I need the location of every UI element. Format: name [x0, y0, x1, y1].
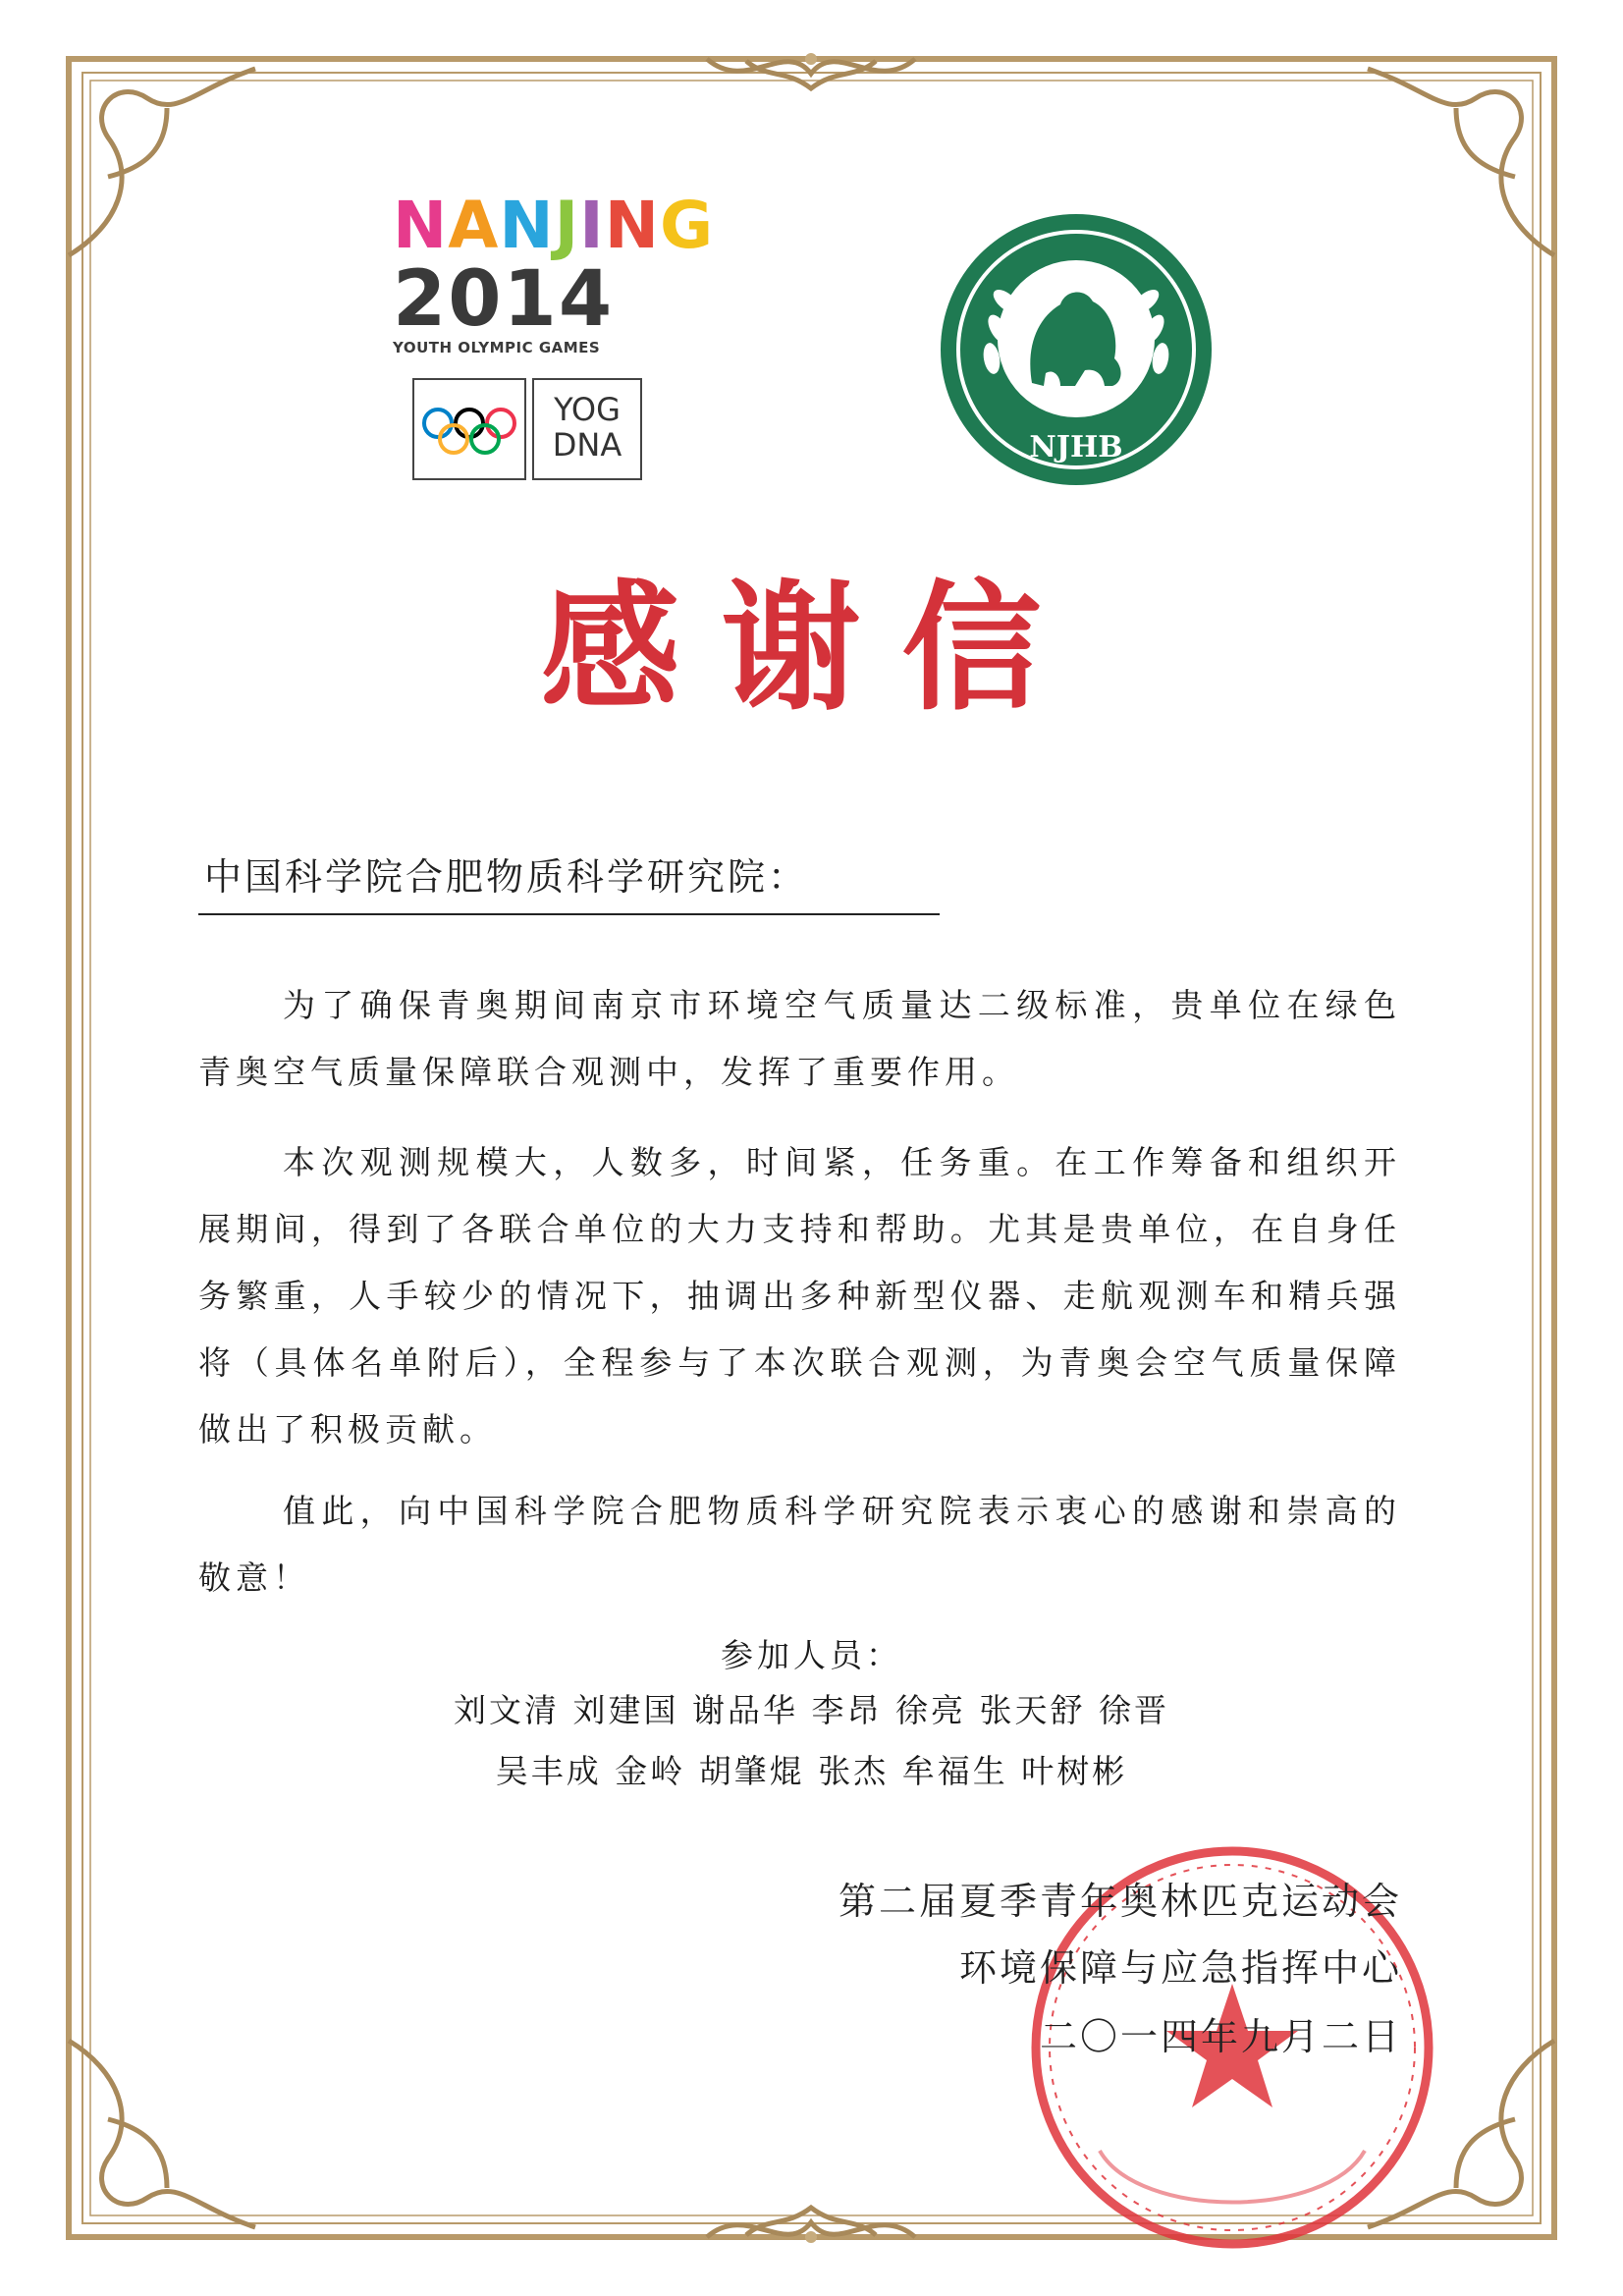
signature-organization-line-2: 环境保障与应急指挥中心: [958, 1946, 1402, 1990]
emblem-text: NJHB: [1029, 430, 1123, 465]
nanjing-2014-logo: [393, 188, 715, 356]
participants-line-1: 刘文清 刘建国 谢品华 李昂 徐亮 张天舒 徐晋: [454, 1691, 1169, 1729]
nanjing-letter: G: [659, 188, 715, 263]
nanjing-letter: J: [554, 188, 580, 263]
olympic-rings-logo: [412, 378, 526, 480]
participants-label: 参加人员：: [721, 1636, 902, 1674]
signature-organization-line-1: 第二届夏季青年奥林匹克运动会: [838, 1880, 1402, 1923]
olympic-rings-icon: [414, 380, 524, 478]
nanjing-logo-year: 2014: [393, 255, 615, 344]
participants-line-2: 吴丰成 金岭 胡肇焜 张杰 牟福生 叶树彬: [495, 1752, 1128, 1790]
body-paragraph-2: 本次观测规模大，人数多，时间紧，任务重。在工作筹备和组织开展期间，得到了各联合单位的大力支持和帮助。尤其是贵单位，在自身任务繁重，人手较少的情况下，抽调出多种新型仪器、走航观测车和精兵强将（具体名单附后），全程参与了本次联合观测，为青奥会空气质量保障做出了积极贡献。: [198, 1143, 1401, 1449]
yog-dna-logo: [532, 378, 642, 480]
njhb-emblem-logo: [938, 211, 1215, 488]
body-paragraph-3: 值此，向中国科学院合肥物质科学研究院表示衷心的感谢和崇高的敬意！: [198, 1492, 1401, 1597]
signature-date: 二〇一四年九月二日: [1039, 2015, 1402, 2058]
letter-title: 感谢信: [540, 567, 1083, 730]
nanjing-logo-word: [393, 188, 715, 263]
nanjing-letter: A: [448, 188, 500, 263]
yog-line2: DNA: [552, 426, 622, 464]
nanjing-letter: I: [579, 188, 605, 263]
nanjing-letter: N: [393, 188, 449, 263]
body-paragraph-1: 为了确保青奥期间南京市环境空气质量达二级标准，贵单位在绿色青奥空气质量保障联合观测中，发挥了重要作用。: [198, 986, 1401, 1091]
yog-line1: YOG: [554, 391, 621, 428]
recipient-underline: [198, 913, 940, 915]
nanjing-letter: N: [604, 188, 660, 263]
nanjing-letter: N: [499, 188, 555, 263]
nanjing-logo-subtitle: YOUTH OLYMPIC GAMES: [393, 339, 601, 356]
recipient-name: 中国科学院合肥物质科学研究院：: [204, 855, 809, 899]
